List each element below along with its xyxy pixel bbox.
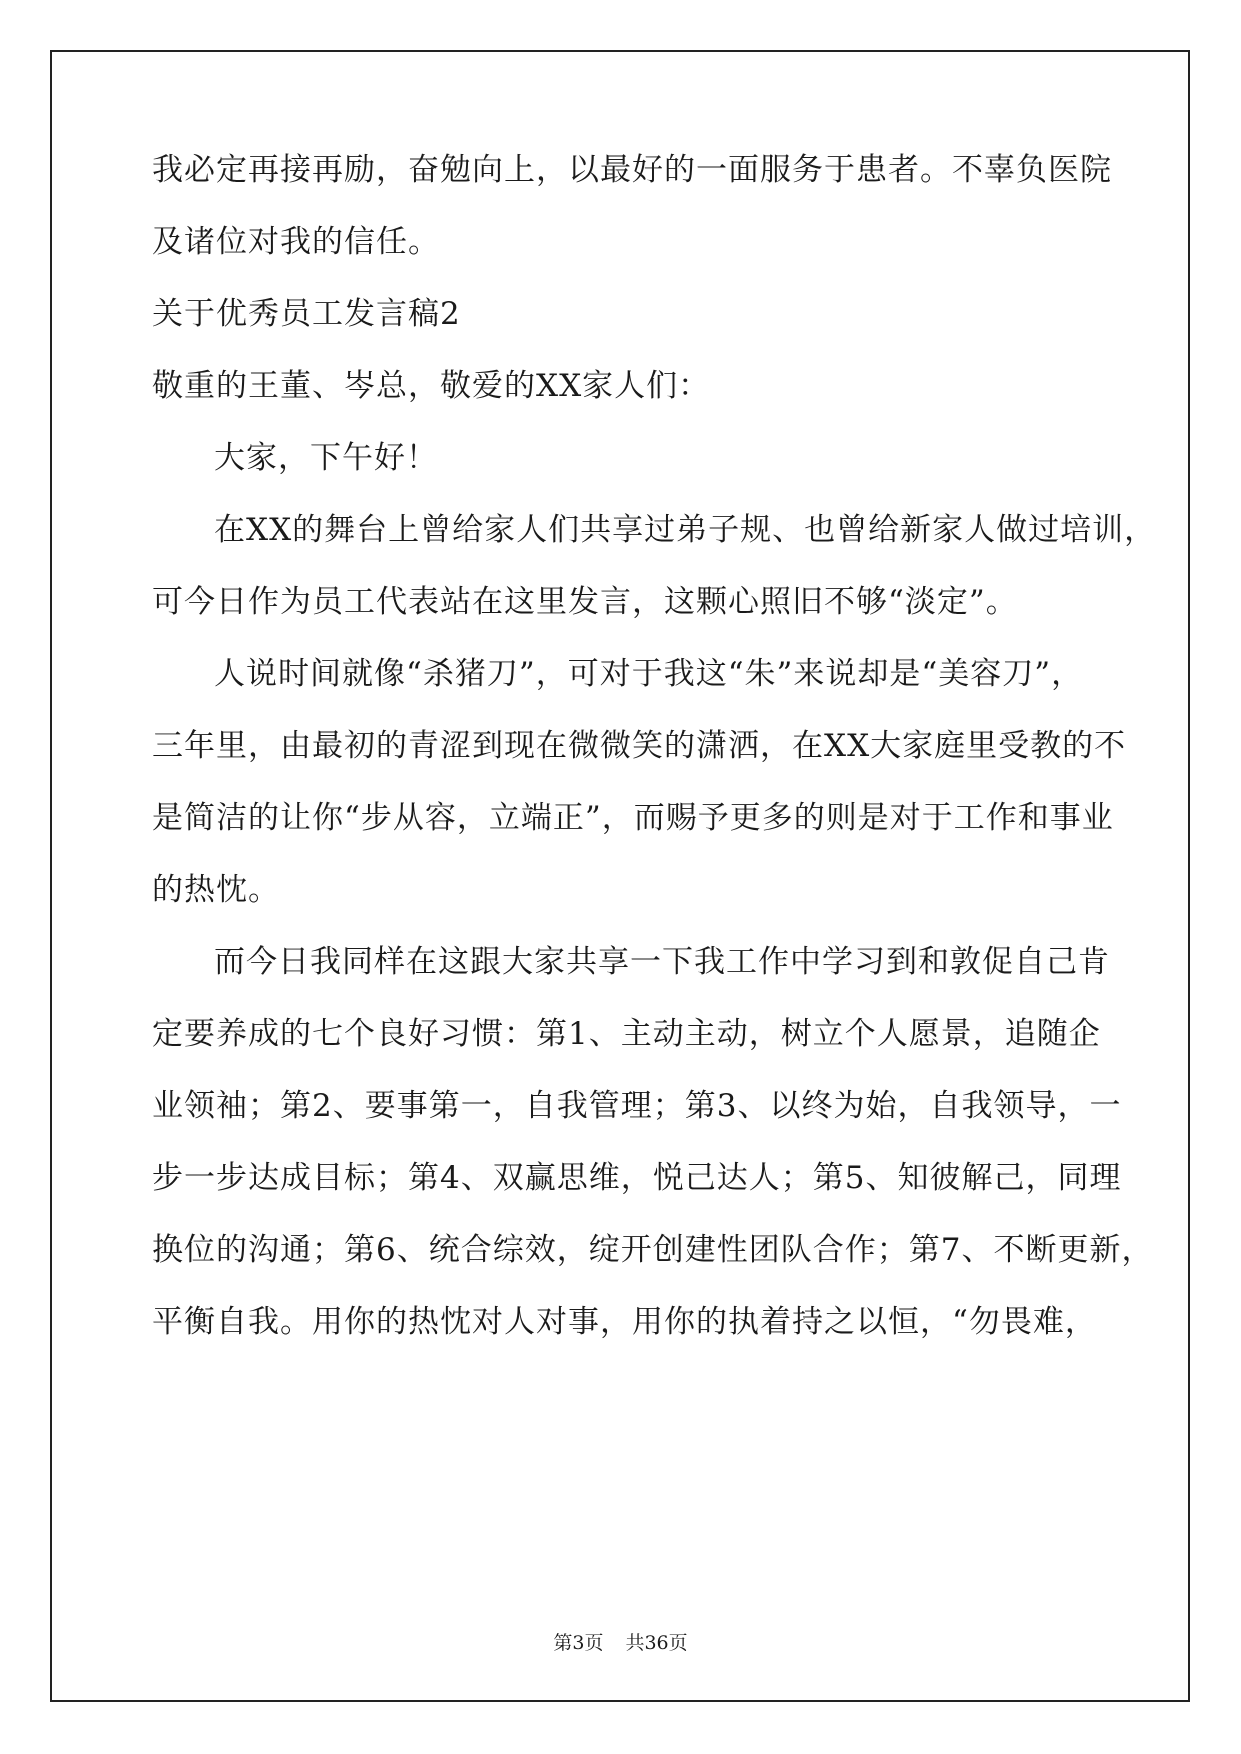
text-line: 在XX的舞台上曾给家人们共享过弟子规、也曾给新家人做过培训， — [214, 512, 1157, 548]
text-line: 业领袖；第2、要事第一，自我管理；第3、以终为始，自我领导，一 — [152, 1088, 1122, 1124]
text-line: 换位的沟通；第6、统合综效，绽开创建性团队合作；第7、不断更新， — [152, 1232, 1154, 1268]
text-line: 可今日作为员工代表站在这里发言，这颗心照旧不够“淡定”。 — [152, 584, 1018, 620]
text-line: 人说时间就像“杀猪刀”，可对于我这“朱”来说却是“美容刀”， — [214, 656, 1084, 692]
text-line: 我必定再接再励，奋勉向上，以最好的一面服务于患者。不辜负医院 — [152, 152, 1112, 188]
text-line: 三年里，由最初的青涩到现在微微笑的潇洒，在XX大家庭里受教的不 — [152, 728, 1127, 764]
text-line: 平衡自我。用你的热忱对人对事，用你的执着持之以恒，“勿畏难， — [152, 1304, 1097, 1340]
text-line: 定要养成的七个良好习惯：第1、主动主动，树立个人愿景，追随企 — [152, 1016, 1101, 1052]
greeting: 大家，下午好！ — [214, 440, 438, 476]
text-line: 的热忱。 — [152, 872, 280, 908]
page-footer — [0, 1631, 1241, 1655]
page-total: 共36页 — [625, 1632, 688, 1654]
text-line: 步一步达成目标；第4、双赢思维，悦己达人；第5、知彼解己，同理 — [152, 1160, 1122, 1196]
page-number: 第3页 — [553, 1632, 604, 1654]
section-heading: 关于优秀员工发言稿2 — [152, 296, 461, 332]
text-line: 而今日我同样在这跟大家共享一下我工作中学习到和敦促自己肯 — [214, 944, 1110, 980]
text-line: 是简洁的让你“步从容，立端正”，而赐予更多的则是对于工作和事业 — [152, 800, 1114, 836]
salutation: 敬重的王董、岑总，敬爱的XX家人们： — [152, 368, 711, 404]
text-line: 及诸位对我的信任。 — [152, 224, 440, 260]
